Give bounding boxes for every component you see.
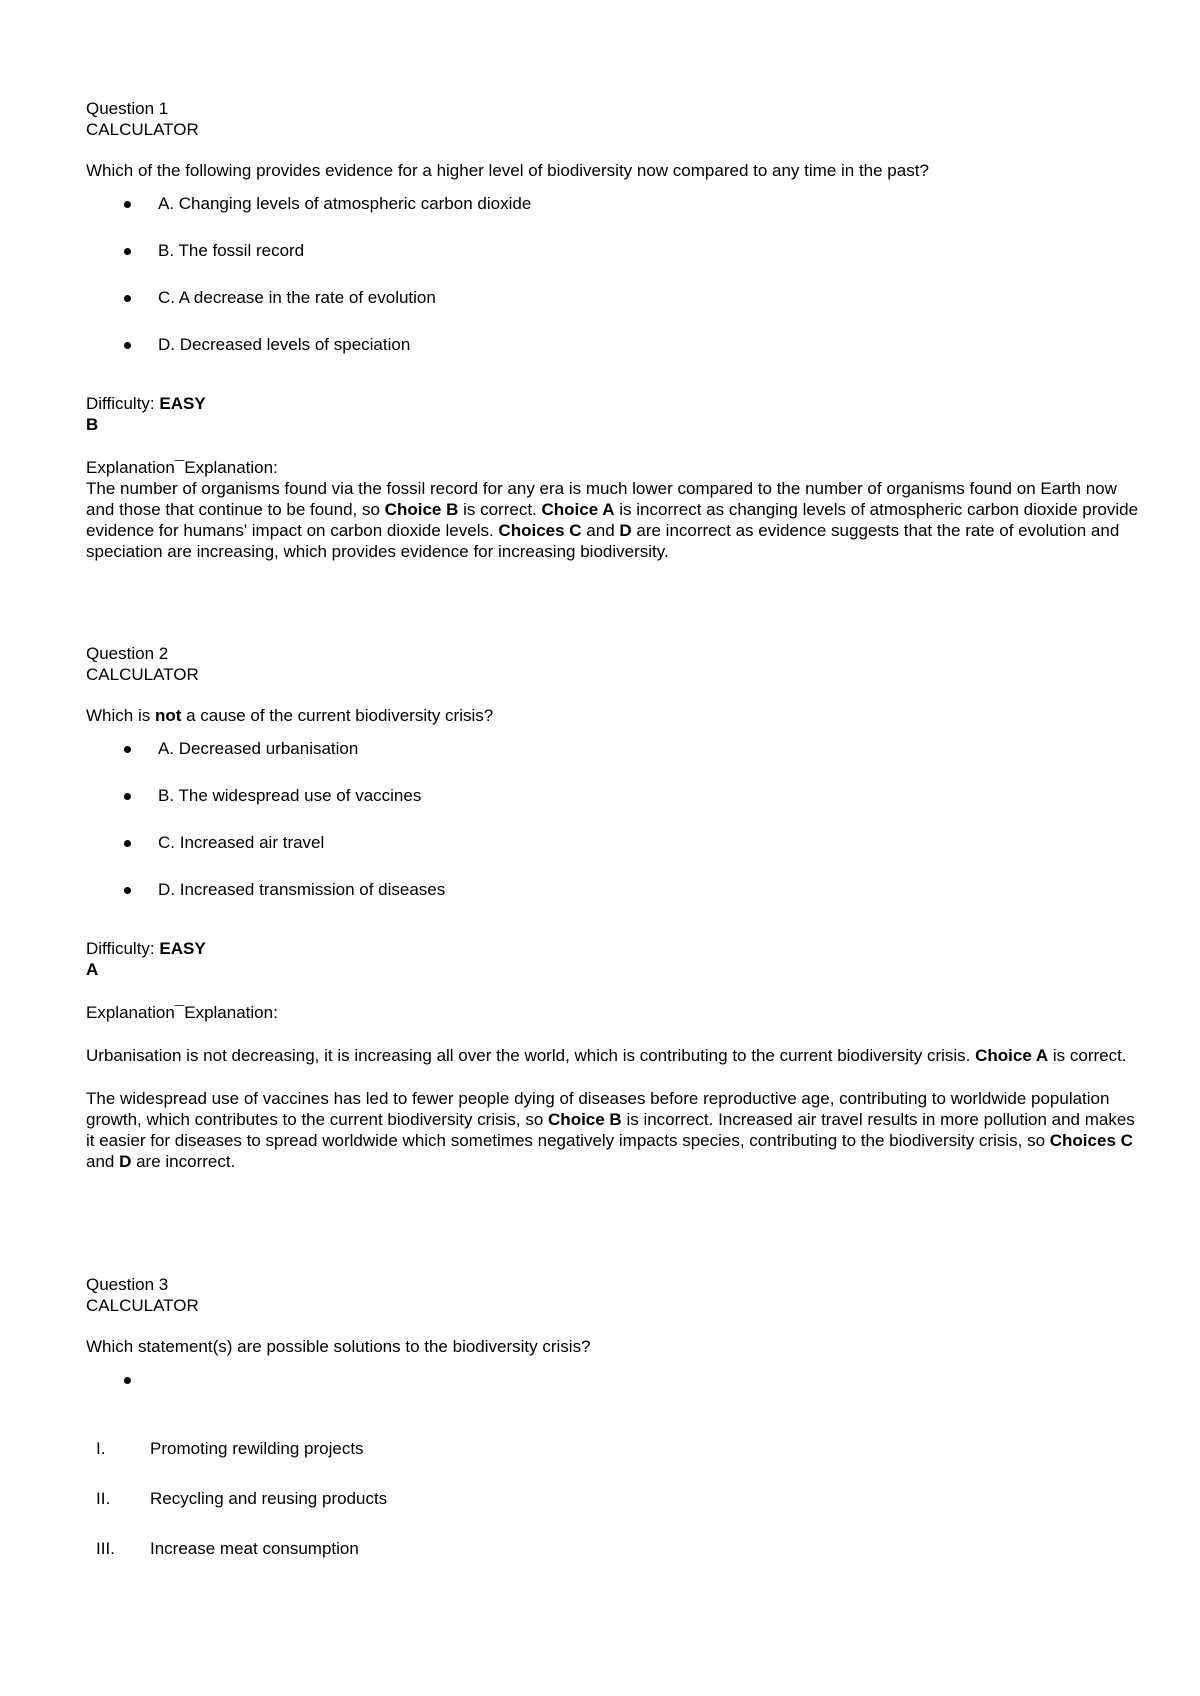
option-a[interactable] xyxy=(86,738,1146,785)
statement-number: III. xyxy=(96,1539,115,1558)
question-heading: Question 2 xyxy=(86,644,169,663)
option-d[interactable] xyxy=(86,879,1146,926)
bullet-icon xyxy=(124,295,131,302)
question-heading: Question 3 xyxy=(86,1275,169,1294)
option-label: D. Decreased levels of speciation xyxy=(158,335,411,354)
explanation-label: Explanation¯Explanation: xyxy=(86,1003,278,1022)
question-tag: CALCULATOR xyxy=(86,665,199,684)
question-stem: Which of the following provides evidence for a higher level of biodiversity now compared to any time in the past? xyxy=(86,161,929,180)
option-c[interactable] xyxy=(86,287,1146,334)
statement-list xyxy=(86,1438,1146,1588)
explanation-paragraph-1: Urbanisation is not decreasing, it is increasing all over the world, which is contributing to the current biodiversity crisis. Choice A is correct. xyxy=(86,1046,1127,1065)
answer-key: A xyxy=(86,960,99,979)
bullet-icon xyxy=(124,201,131,208)
difficulty-value: EASY xyxy=(159,394,206,413)
option-label: B. The widespread use of vaccines xyxy=(158,786,422,805)
option-list xyxy=(86,1369,1146,1416)
option-empty[interactable] xyxy=(86,1369,1146,1416)
statement-number: I. xyxy=(96,1439,106,1458)
option-c[interactable] xyxy=(86,832,1146,879)
difficulty-label: Difficulty: xyxy=(86,939,160,958)
statement-number: II. xyxy=(96,1489,111,1508)
question-3 xyxy=(86,1274,1146,1588)
option-b[interactable] xyxy=(86,240,1146,287)
bullet-icon xyxy=(124,746,131,753)
option-a[interactable] xyxy=(86,193,1146,240)
answer-key: B xyxy=(86,415,99,434)
explanation-paragraph-2: The widespread use of vaccines has led to fewer people dying of diseases before reproductive age, contributing to worldwide population growth, which contributes to the current biodiversity crisis, so Choice B is incorrect. Increased air travel results in more pollution and makes it easier for diseases to spread worldwide which sometimes negatively impacts species, contributing to the biodiversity crisis, so Choices C and D are incorrect. xyxy=(86,1089,1135,1171)
question-2 xyxy=(86,643,1146,1172)
bullet-icon xyxy=(124,342,131,349)
bullet-icon xyxy=(124,248,131,255)
statement-item xyxy=(86,1488,1146,1538)
option-label: D. Increased transmission of diseases xyxy=(158,880,446,899)
question-tag: CALCULATOR xyxy=(86,1296,199,1315)
option-label: C. A decrease in the rate of evolution xyxy=(158,288,436,307)
option-b[interactable] xyxy=(86,785,1146,832)
question-tag: CALCULATOR xyxy=(86,120,199,139)
explanation-text: The number of organisms found via the fossil record for any era is much lower compared to the number of organisms found on Earth now and those that continue to be found, so Choice B is correct. Choice A is incorrect as changing levels of atmospheric carbon dioxide provide evidence for humans' impact on carbon dioxide levels. Choices C and D are incorrect as evidence suggests that the rate of evolution and speciation are increasing, which provides evidence for increasing biodiversity. xyxy=(86,479,1139,561)
statement-text: Recycling and reusing products xyxy=(150,1489,388,1508)
difficulty xyxy=(86,938,1146,959)
statement-text: Promoting rewilding projects xyxy=(150,1439,364,1458)
difficulty-label: Difficulty: xyxy=(86,394,160,413)
explanation-label: Explanation¯Explanation: xyxy=(86,458,278,477)
difficulty xyxy=(86,393,1146,414)
option-label: A. Decreased urbanisation xyxy=(158,739,359,758)
statement-text: Increase meat consumption xyxy=(150,1539,359,1558)
document-page xyxy=(86,98,1146,1558)
question-heading: Question 1 xyxy=(86,99,169,118)
question-1 xyxy=(86,98,1146,562)
option-label: C. Increased air travel xyxy=(158,833,325,852)
option-list xyxy=(86,738,1146,926)
option-list xyxy=(86,193,1146,381)
question-stem: Which statement(s) are possible solutions to the biodiversity crisis? xyxy=(86,1337,591,1356)
statement-item xyxy=(86,1538,1146,1588)
option-d[interactable] xyxy=(86,334,1146,381)
bullet-icon xyxy=(124,887,131,894)
option-label: A. Changing levels of atmospheric carbon dioxide xyxy=(158,194,532,213)
statement-item xyxy=(86,1438,1146,1488)
bullet-icon xyxy=(124,793,131,800)
difficulty-value: EASY xyxy=(159,939,206,958)
bullet-icon xyxy=(124,840,131,847)
option-label: B. The fossil record xyxy=(158,241,305,260)
bullet-icon xyxy=(124,1377,131,1384)
question-stem: Which is not a cause of the current biodiversity crisis? xyxy=(86,706,494,725)
